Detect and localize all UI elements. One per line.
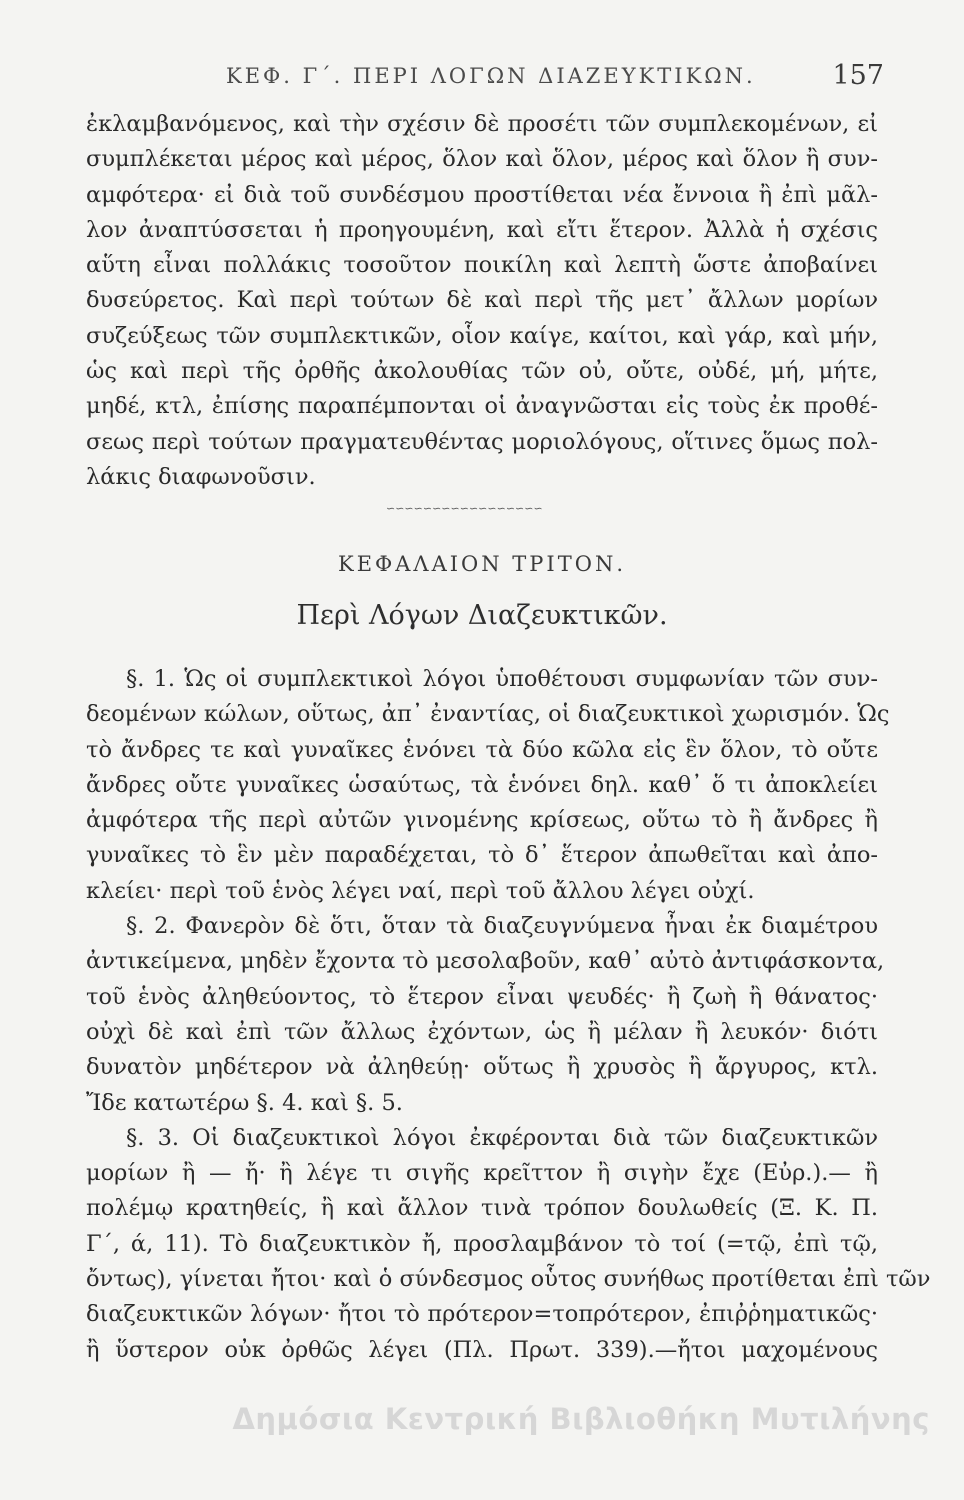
text-line: λον ἀναπτύσσεται ἡ προηγουμένη, καὶ εἴτι ἕτερον. Ἀλλὰ ἡ σχέσις <box>86 216 878 243</box>
text-line: ἐκλαμβανόμενος, καὶ τὴν σχέσιν δὲ προσέτι τῶν συμπλεκομένων, εἰ <box>86 111 878 137</box>
text-line: μηδέ, κτλ, ἐπίσης παραπέμπονται οἱ ἀναγνῶσται εἰς τοὺς ἐκ προθέ- <box>86 393 878 420</box>
running-title: ΚΕΦ. Γ΄. ΠΕΡΙ ΛΟΓΩΝ ΔΙΑΖΕΥΚΤΙΚΩΝ. <box>226 64 756 88</box>
text-line: λάκις διαφωνοῦσιν. <box>86 463 316 490</box>
text-line: δεομένων κώλων, οὕτως, ἀπ᾽ ἐναντίας, οἱ διαζευκτικοὶ χωρισμόν. Ὡς <box>86 701 890 728</box>
body-text <box>86 662 931 1368</box>
text-line: ἢ ὕστερον οὐκ ὀρθῶς λέγει (Πλ. Πρωτ. 339).—ἤτοι μαχομένους <box>86 1336 878 1363</box>
text-line: §. 2. Φανερὸν δὲ ὅτι, ὅταν τὰ διαζευγνύμενα ἦναι ἐκ διαμέτρου <box>126 913 878 940</box>
text-line: μορίων ἢ — ἤ· ἢ λέγε τι σιγῆς κρεῖττον ἢ σιγὴν ἔχε (Εὐρ.).— ἢ <box>86 1160 878 1187</box>
text-line: ἄνδρες οὔτε γυναῖκες ὡσαύτως, τὰ ἑνόνει δηλ. καθ᾽ ὅ τι ἀποκλείει <box>86 771 878 798</box>
section-title: Περὶ Λόγων Διαζευκτικῶν. <box>296 600 668 631</box>
text-line: §. 1. Ὡς οἱ συμπλεκτικοὶ λόγοι ὑποθέτουσι συμφωνίαν τῶν συν- <box>126 666 878 692</box>
top-paragraph <box>86 107 878 495</box>
text-line: τοῦ ἑνὸς ἀληθεύοντος, τὸ ἕτερον εἶναι ψευδές· ἢ ζωὴ ἢ θάνατος· <box>86 983 878 1010</box>
text-line: κλείει· περὶ τοῦ ἑνὸς λέγει ναί, περὶ τοῦ ἄλλου λέγει οὐχί. <box>86 877 755 904</box>
text-line: αὕτη εἶναι πολλάκις τοσοῦτον ποικίλη καὶ λεπτὴ ὥστε ἀποβαίνει <box>86 252 878 279</box>
chapter-heading: ΚΕΦΑΛΑΙΟΝ ΤΡΙΤΟΝ. <box>338 552 626 576</box>
text-line: ὄντως), γίνεται ἤτοι· καὶ ὁ σύνδεσμος οὗτος συνήθως προτίθεται ἐπὶ τῶν <box>86 1266 931 1293</box>
running-head <box>86 60 884 100</box>
text-line: συμπλέκεται μέρος καὶ μέρος, ὅλον καὶ ὅλον, μέρος καὶ ὅλον ἢ συν- <box>86 146 878 173</box>
text-line: ἀμφότερα τῆς περὶ αὐτῶν γινομένης κρίσεως, οὕτω τὸ ἢ ἄνδρες ἢ <box>86 807 878 834</box>
text-line: σεως περὶ τούτων πραγματευθέντας μοριολόγους, οἵτινες ὅμως πολ- <box>86 428 878 455</box>
page-number: 157 <box>832 60 884 91</box>
text-line: Ἴδε κατωτέρω §. 4. καὶ §. 5. <box>86 1089 403 1116</box>
text-line: γυναῖκες τὸ ἓν μὲν παραδέχεται, τὸ δ᾽ ἕτερον ἀπωθεῖται καὶ ἀπο- <box>86 842 878 869</box>
text-line: δυνατὸν μηδέτερον νὰ ἀληθεύῃ· οὕτως ἢ χρυσὸς ἢ ἄργυρος, κτλ. <box>86 1054 878 1081</box>
text-line: πολέμῳ κρατηθείς, ἢ καὶ ἄλλον τινὰ τρόπον δουλωθείς (Ξ. Κ. Π. <box>86 1195 878 1222</box>
text-line: τὸ ἄνδρες τε καὶ γυναῖκες ἑνόνει τὰ δύο κῶλα εἰς ἓν ὅλον, τὸ οὔτε <box>86 736 878 763</box>
text-line: Γ΄, ά, 11). Τὸ διαζευκτικὸν ἤ, προσλαμβάνον τὸ τοί (=τῷ, ἐπὶ τῷ, <box>86 1230 878 1257</box>
section-divider-ornament: ∽∽∽∽∽∽∽∽∽∽∽∽∽∽∽∽∽ <box>386 502 543 515</box>
text-line: δυσεύρετος. Καὶ περὶ τούτων δὲ καὶ περὶ τῆς μετ᾽ ἄλλων μορίων <box>86 287 878 314</box>
text-line: διαζευκτικῶν λόγων· ἤτοι τὸ πρότερον=τοπρότερον, ἐπιῤῥηματικῶς· <box>86 1301 878 1328</box>
text-line: οὐχὶ δὲ καὶ ἐπὶ τῶν ἄλλως ἐχόντων, ὡς ἢ μέλαν ἢ λευκόν· διότι <box>86 1018 878 1045</box>
text-line: §. 3. Οἱ διαζευκτικοὶ λόγοι ἐκφέρονται διὰ τῶν διαζευκτικῶν <box>126 1124 878 1151</box>
text-line: συζεύξεως τῶν συμπλεκτικῶν, οἷον καίγε, καίτοι, καὶ γάρ, καὶ μήν, <box>86 322 878 349</box>
text-line: αμφότερα· εἰ διὰ τοῦ συνδέσμου προστίθεται νέα ἔννοια ἢ ἐπὶ μᾶλ- <box>86 181 878 208</box>
text-line: ἀντικείμενα, μηδὲν ἔχοντα τὸ μεσολαβοῦν, καθ᾽ αὐτὸ ἀντιφάσκοντα, <box>86 948 885 975</box>
library-watermark: Δημόσια Κεντρική Βιβλιοθήκη Μυτιλήνης <box>232 1402 930 1436</box>
text-line: ὡς καὶ περὶ τῆς ὀρθῆς ἀκολουθίας τῶν οὐ, οὔτε, οὐδέ, μή, μήτε, <box>86 358 878 385</box>
